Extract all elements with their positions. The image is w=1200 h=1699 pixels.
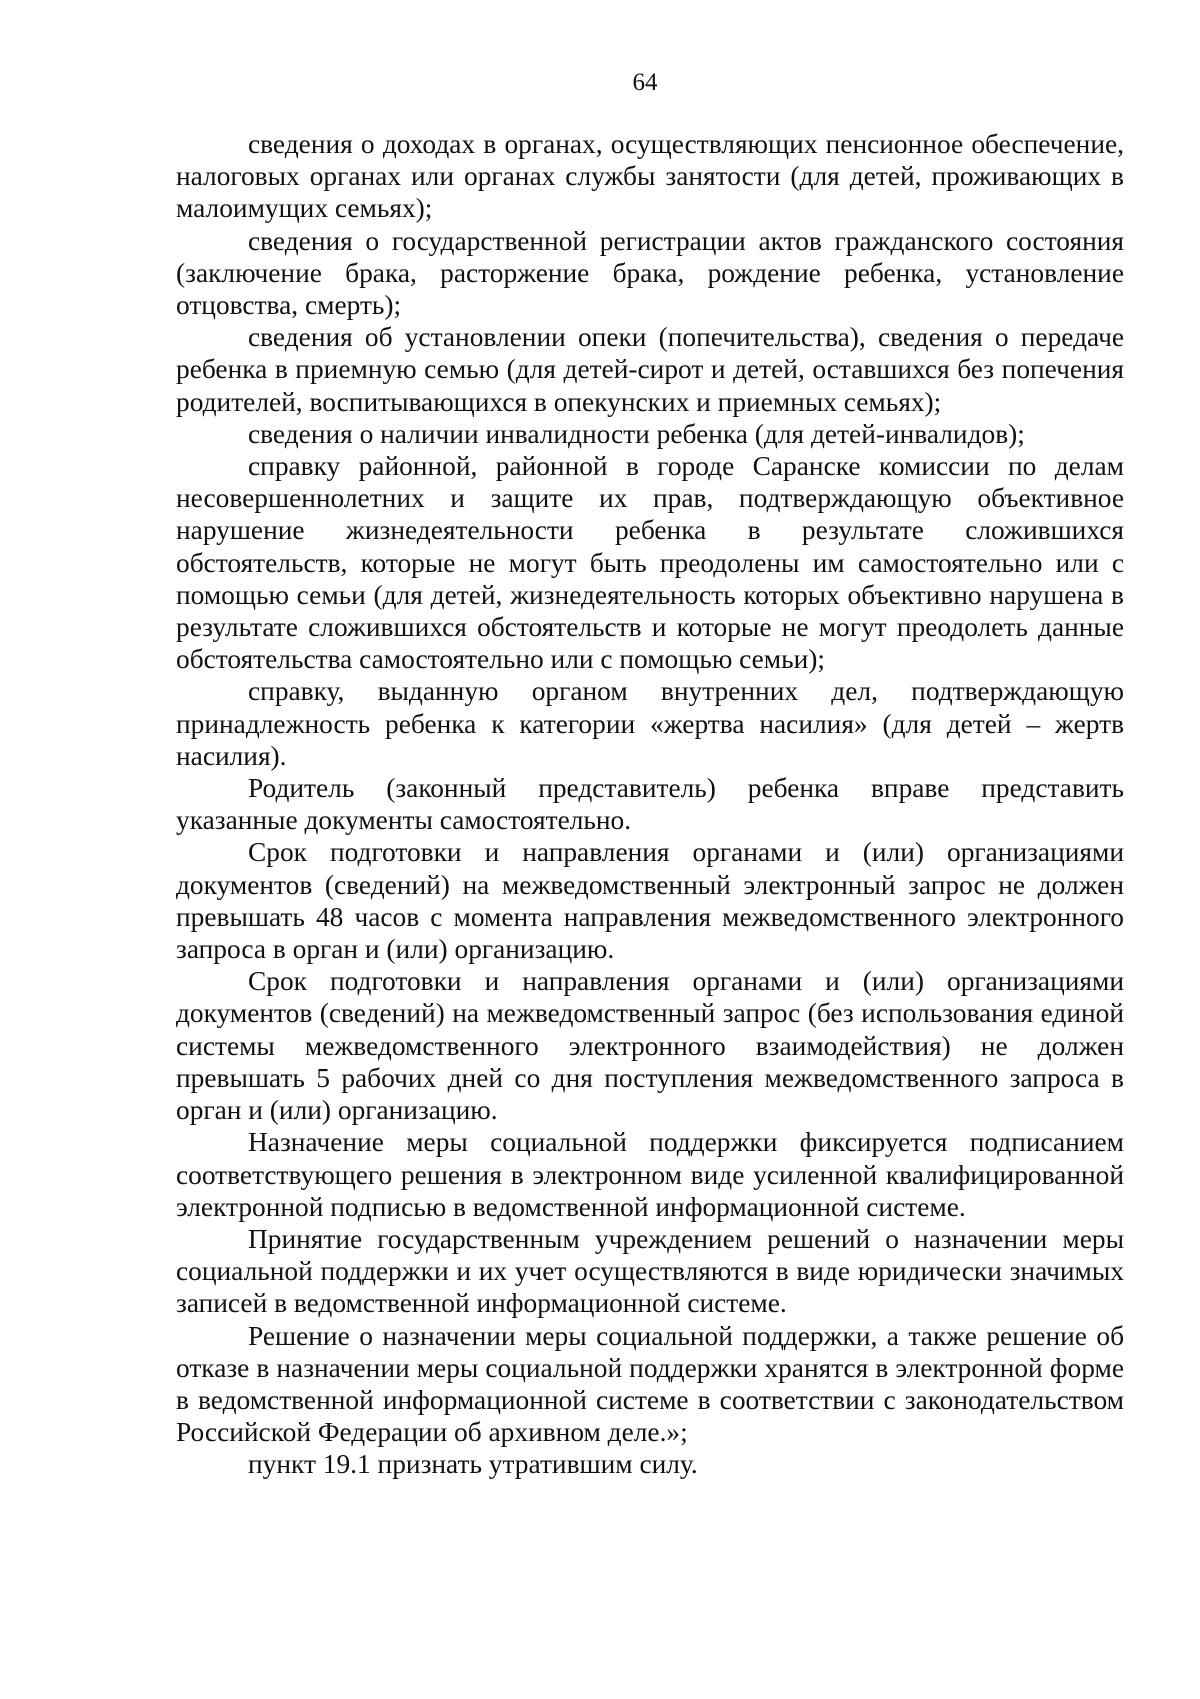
- document-body: [176, 128, 1124, 1481]
- paragraph-clause-repeal: пункт 19.1 признать утратившим силу.: [248, 1449, 698, 1480]
- paragraph-request-deadline: Срок подготовки и направления органами и (или) организациями документов (сведений) на межведомственный запрос (без использования единой системы межведомственного электронного взаимодействия) не должен превышать 5 рабочих дней со дня поступления межведомственного запроса в орган и (или) организацию.: [176, 966, 1124, 1126]
- page-number: 64: [632, 69, 658, 96]
- paragraph-civil-registration-info: сведения о государственной регистрации актов гражданского состояния (заключение брака, расторжение брака, рождение ребенка, установление отцовства, смерть);: [176, 225, 1124, 321]
- paragraph-income-info: сведения о доходах в органах, осуществляющих пенсионное обеспечение, налоговых органах или органах службы занятости (для детей, проживающих в малоимущих семьях);: [176, 129, 1124, 224]
- paragraph-police-certificate: справку, выданную органом внутренних дел, подтверждающую принадлежность ребенка к категории «жертва насилия» (для детей – жертв насилия).: [176, 676, 1124, 771]
- paragraph-parent-right: Родитель (законный представитель) ребенка вправе представить указанные документы самостоятельно.: [176, 773, 1124, 836]
- paragraph-electronic-request-deadline: Срок подготовки и направления органами и (или) организациями документов (сведений) на межведомственный электронный запрос не должен превышать 48 часов с момента направления межведомственного электронного запроса в орган и (или) организацию.: [176, 837, 1124, 965]
- paragraph-decision-storage: Решение о назначении меры социальной поддержки, а также решение об отказе в назначении меры социальной поддержки хранятся в электронной форме в ведомственной информационной системе в соответствии с законодательством Российской Федерации об архивном деле.»;: [176, 1320, 1124, 1448]
- paragraph-commission-certificate: справку районной, районной в городе Саранске комиссии по делам несовершеннолетних и защите их прав, подтверждающую объективное нарушение жизнедеятельности ребенка в результате сложившихся обстоятельств, которые не могут быть преодолены им самостоятельно или с помощью семьи (для детей, жизнедеятельность которых объективно нарушена в результате сложившихся обстоятельств и которые не могут преодолеть данные обстоятельства самостоятельно или с помощью семьи);: [176, 451, 1124, 675]
- paragraph-assignment-signature: Назначение меры социальной поддержки фиксируется подписанием соответствующего решения в электронном виде усиленной квалифицированной электронной подписью в ведомственной информационной системе.: [176, 1127, 1124, 1222]
- paragraph-guardianship-info: сведения об установлении опеки (попечительства), сведения о передаче ребенка в приемную семью (для детей-сирот и детей, оставшихся без попечения родителей, воспитывающихся в опекунских и приемных семьях);: [176, 322, 1124, 417]
- paragraph-disability-info: сведения о наличии инвалидности ребенка (для детей-инвалидов);: [248, 418, 1025, 449]
- paragraph-decision-records: Принятие государственным учреждением решений о назначении меры социальной поддержки и их учет осуществляются в виде юридически значимых записей в ведомственной информационной системе.: [176, 1223, 1124, 1319]
